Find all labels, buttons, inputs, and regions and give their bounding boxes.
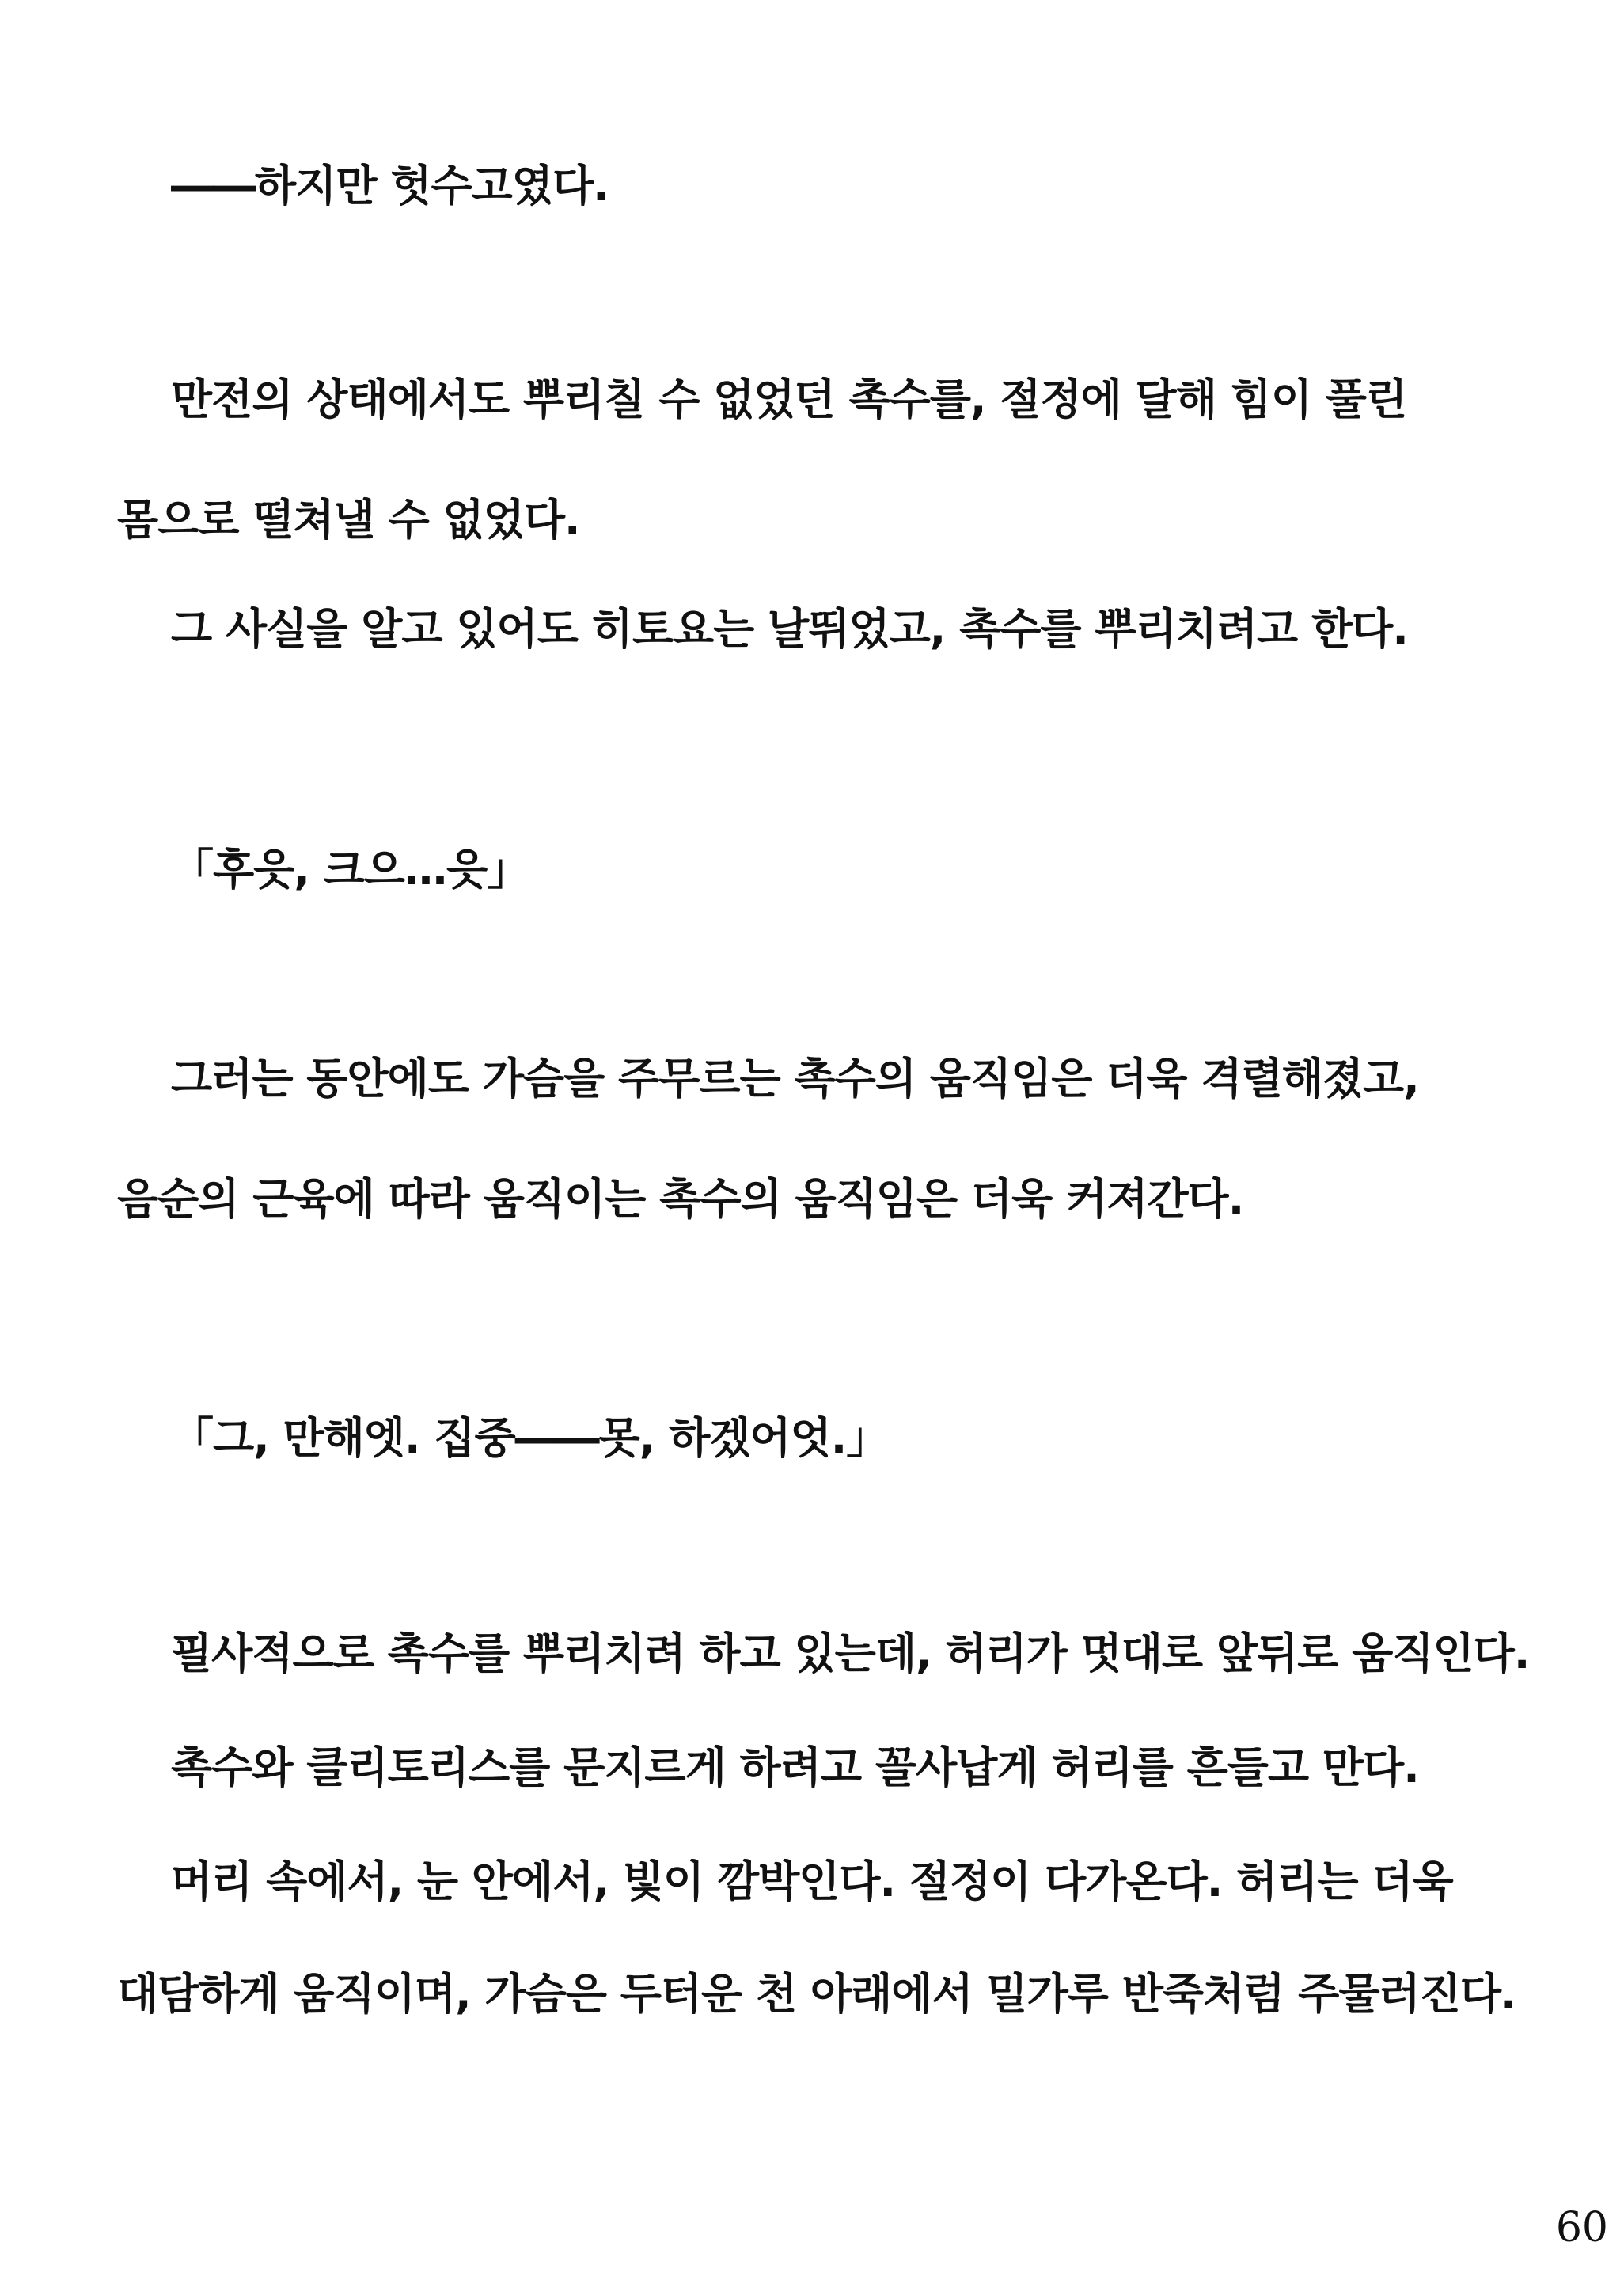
dialogue-line-1: 「후읏, 크으…읏」 bbox=[171, 845, 529, 895]
text-line-7: 필사적으로 촉수를 뿌리치려 하고 있는데, 허리가 멋대로 앞뒤로 움직인다. bbox=[171, 1628, 1530, 1678]
page-number: 60 bbox=[1555, 2204, 1608, 2252]
text-line-9: 머리 속에서, 눈 안에서, 빛이 깜박인다. 절정이 다가온다. 허리는 더욱 bbox=[171, 1856, 1453, 1906]
text-line-6: 음순의 근육에 따라 움직이는 촉수의 움직임은 더욱 커져간다. bbox=[117, 1174, 1244, 1224]
text-line-4: 그 사실을 알고 있어도 히토요는 날뛰었고, 촉수를 뿌리치려고 한다. bbox=[171, 604, 1408, 654]
dialogue-line-2: 「그, 만해엣. 집중――못, 하겠어엇.」 bbox=[171, 1413, 889, 1463]
text-line-2: 만전의 상태에서도 뿌리칠 수 없었던 촉수를, 절정에 달해 힘이 풀린 bbox=[171, 374, 1407, 424]
text-line-5: 그러는 동안에도 가슴을 주무르는 촉수의 움직임은 더욱 격렬해졌고, bbox=[171, 1054, 1419, 1104]
text-line-8: 촉수와 클리토리스를 문지르게 하려고 꼴사납게 허리를 흔들고 만다. bbox=[171, 1742, 1419, 1792]
text-line-3: 몸으로 떨쳐낼 수 없었다. bbox=[117, 495, 580, 545]
text-line-1: ――하지만 헛수고였다. bbox=[171, 161, 609, 211]
text-line-10: 대담하게 움직이며, 가슴은 두터운 천 아래에서 밀가루 반죽처럼 주물러진다. bbox=[117, 1969, 1516, 2019]
